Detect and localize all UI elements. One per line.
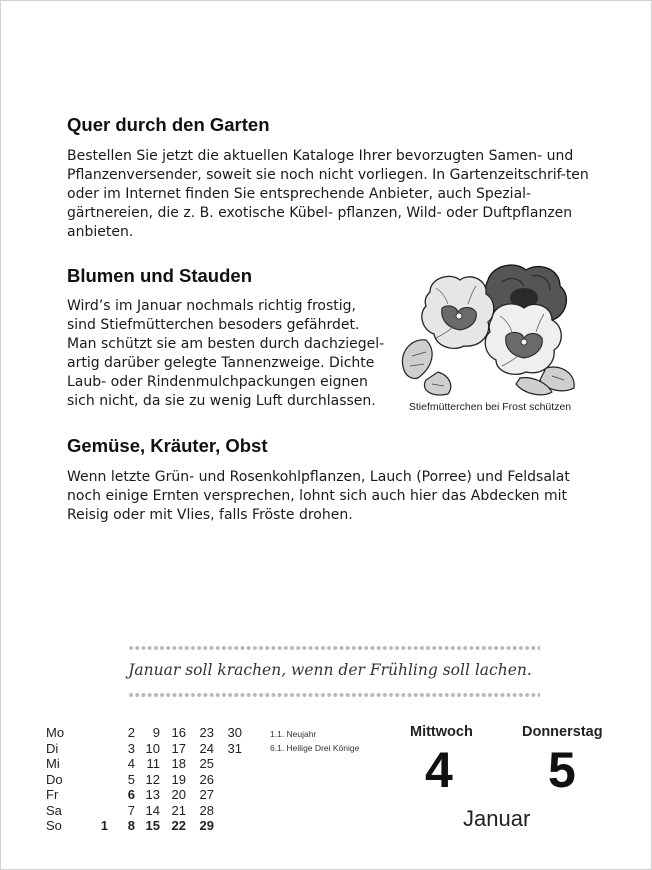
calendar-day: 30: [227, 725, 242, 740]
calendar-day: 28: [199, 802, 214, 818]
calendar-row: [46, 787, 246, 803]
calendar-weekday: So: [46, 818, 62, 833]
holiday-item: 1.1. Neujahr: [270, 729, 317, 739]
calendar-day: 16: [171, 725, 186, 740]
calendar-day: 19: [171, 771, 186, 787]
calendar-day: 26: [199, 771, 214, 787]
calendar-day: 31: [227, 740, 242, 756]
calendar-weekday: Di: [46, 740, 59, 756]
pansy-illustration: [396, 258, 586, 400]
calendar-day: 13: [145, 787, 160, 802]
calendar-day: 21: [171, 802, 186, 818]
calendar-day: 23: [199, 725, 214, 740]
section-body: Wird’s im Januar nochmals richtig frostig, sind Stiefmütterchen besoders gefährdet. Man schützt sie am besten durch dachziegel-artig darüber gelegte Tannenzweige. Dichte Laub- oder Rindenmulchpackungen eignen sich nicht, da sie zu wenig Luft durchlassen.: [67, 298, 385, 409]
section-heading: Blumen und Stauden: [67, 265, 252, 286]
section-heading: Quer durch den Garten: [67, 114, 270, 135]
calendar-weekday: Mi: [46, 756, 60, 771]
calendar-day: 29: [199, 818, 214, 833]
section-garden: [67, 114, 597, 242]
calendar-row: [46, 772, 246, 788]
section-body: Wenn letzte Grün- und Rosenkohlpflanzen, Lauch (Porree) und Feldsalat noch einige Ernten versprechen, lohnt sich auch hier das Abdecken mit Reisig oder mit Vlies, falls Fröste drohen.: [67, 469, 570, 523]
holiday-item: 6.1. Heilige Drei Könige: [270, 743, 360, 753]
calendar-day: 8: [127, 818, 135, 833]
calendar-day: 6: [127, 787, 135, 802]
calendar-row: [46, 818, 246, 834]
illustration-caption: Stiefmütterchen bei Frost schützen: [408, 401, 572, 413]
calendar-day: 14: [145, 802, 160, 818]
calendar-day: 2: [127, 725, 135, 740]
calendar-weekday: Sa: [46, 802, 62, 818]
calendar-weekday: Mo: [46, 725, 65, 740]
calendar-day: 11: [146, 756, 160, 771]
calendar-row: [46, 741, 246, 757]
calendar-day: 20: [171, 787, 186, 802]
calendar-day: 27: [199, 787, 214, 802]
calendar-day: 3: [127, 740, 135, 756]
section-vegetables: [67, 435, 597, 525]
day-name-thursday: Donnerstag: [522, 724, 603, 740]
calendar-day: 22: [171, 818, 186, 833]
calendar-day: 18: [171, 756, 186, 771]
dotted-divider: [128, 692, 540, 698]
calendar-day: 25: [199, 756, 214, 771]
day-name-wednesday: Mittwoch: [410, 724, 473, 740]
calendar-day: 24: [199, 740, 214, 756]
calendar-row: [46, 725, 246, 741]
calendar-day: 17: [171, 740, 186, 756]
calendar-row: [46, 803, 246, 819]
calendar-weekday: Do: [46, 771, 63, 787]
section-heading: Gemüse, Kräuter, Obst: [67, 435, 268, 456]
day-number-4: 4: [425, 742, 453, 798]
section-flowers: [67, 265, 387, 411]
dotted-divider: [128, 645, 540, 651]
holiday-list: [270, 727, 359, 755]
proverb: Januar soll krachen, wenn der Frühling soll lachen.: [128, 661, 532, 679]
month-name: Januar: [463, 806, 531, 831]
day-number-5: 5: [548, 742, 576, 798]
calendar-day: 4: [127, 756, 135, 771]
calendar-day: 7: [127, 802, 135, 818]
calendar-day: 5: [127, 771, 135, 787]
calendar-day: 15: [145, 818, 160, 833]
calendar-row: [46, 756, 246, 772]
calendar-day: 10: [145, 740, 160, 756]
calendar-day: 1: [100, 818, 108, 833]
calendar-weekday: Fr: [46, 787, 59, 802]
section-body: Bestellen Sie jetzt die aktuellen Kataloge Ihrer bevorzugten Samen- und Pflanzenversender, soweit sie noch nicht vorliegen. In Gartenzeitschrif-ten oder im Internet finden Sie entsprechende Anbieter, auch Spezial-gärtnereien, die z. B. exotische Kübel- pflanzen, Wild- oder Duftpflanzen anbieten.: [67, 148, 589, 240]
calendar-day: 12: [145, 771, 160, 787]
calendar-day: 9: [152, 725, 160, 740]
